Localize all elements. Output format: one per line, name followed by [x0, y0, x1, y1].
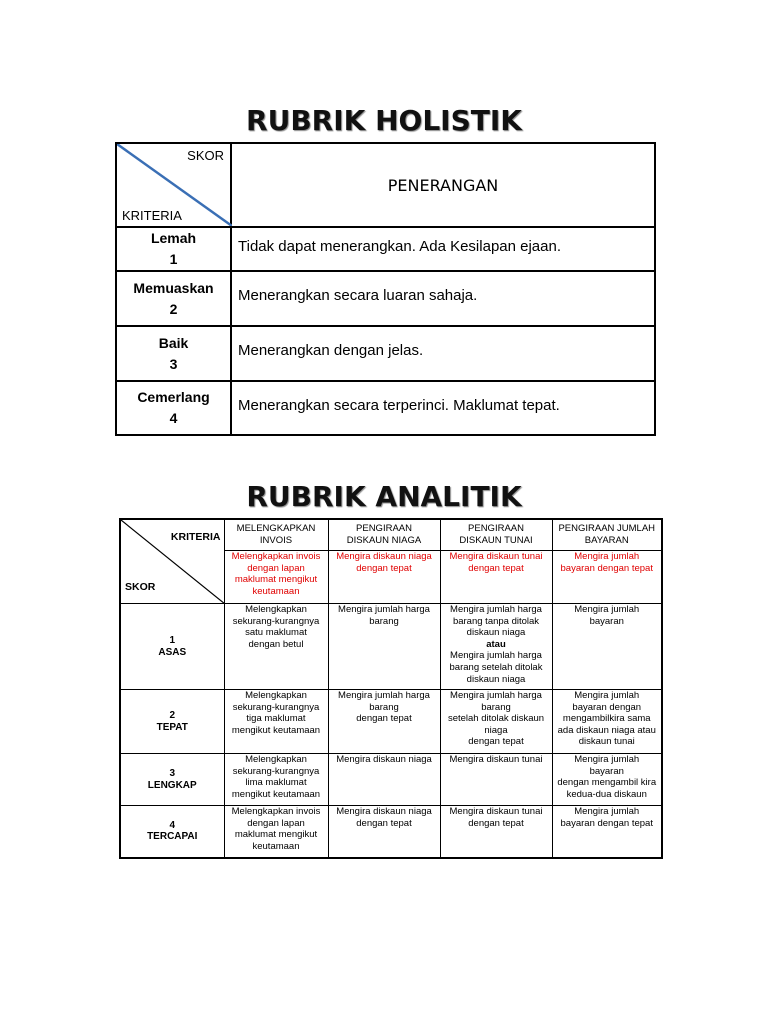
- score-level-cell: 4 TERCAPAI: [120, 806, 224, 858]
- holistic-header-kriteria: KRITERIA: [122, 208, 182, 223]
- holistic-header-row: [116, 143, 655, 227]
- criteria-header: PENGIRAAN DISKAUN NIAGA: [328, 519, 440, 551]
- holistic-level-cell: Cemerlang 4: [116, 381, 231, 435]
- analytic-score-row: [120, 690, 662, 754]
- holistic-row: [116, 381, 655, 435]
- criteria-description: Melengkapkan invois dengan lapan maklumat mengikut keutamaan: [224, 551, 328, 604]
- holistic-row: [116, 271, 655, 326]
- holistic-corner-cell: [116, 143, 231, 227]
- holistic-description-cell: Menerangkan secara luaran sahaja.: [231, 271, 655, 326]
- rubric-cell: Mengira jumlah harga barang: [328, 604, 440, 690]
- holistic-rubric-table: [115, 142, 656, 436]
- rubric-cell: Melengkapkan invois dengan lapan maklumat mengikut keutamaan: [224, 806, 328, 858]
- criteria-header: MELENGKAPKAN INVOIS: [224, 519, 328, 551]
- holistic-level-cell: Baik 3: [116, 326, 231, 381]
- criteria-header: PENGIRAAN DISKAUN TUNAI: [440, 519, 552, 551]
- rubric-cell: Mengira diskaun tunai dengan tepat: [440, 806, 552, 858]
- analytic-title: RUBRIK ANALITIK: [246, 480, 522, 513]
- criteria-description: Mengira diskaun tunai dengan tepat: [440, 551, 552, 604]
- analytic-score-row: [120, 604, 662, 690]
- analytic-score-row: [120, 754, 662, 806]
- analytic-score-row: [120, 806, 662, 858]
- holistic-header-skor: SKOR: [187, 148, 224, 163]
- rubric-cell: Melengkapkan sekurang-kurangnya tiga maklumat mengikut keutamaan: [224, 690, 328, 754]
- rubric-cell: Mengira diskaun niaga: [328, 754, 440, 806]
- analytic-header-skor: SKOR: [125, 581, 156, 593]
- score-level-cell: 3 LENGKAP: [120, 754, 224, 806]
- analytic-header-kriteria: KRITERIA: [170, 531, 221, 543]
- criteria-header: PENGIRAAN JUMLAH BAYARAN: [552, 519, 662, 551]
- rubric-cell: Mengira diskaun tunai: [440, 754, 552, 806]
- rubric-cell: Mengira jumlah bayaran dengan tepat: [552, 806, 662, 858]
- holistic-row: [116, 227, 655, 271]
- analytic-corner-cell: [120, 519, 224, 604]
- rubric-cell: Melengkapkan sekurang-kurangnya satu maklumat dengan betul: [224, 604, 328, 690]
- rubric-cell: Mengira diskaun niaga dengan tepat: [328, 806, 440, 858]
- rubric-cell: Mengira jumlah harga barang tanpa ditolak diskaun niaga atau Mengira jumlah harga barang setelah ditolak diskaun niaga: [440, 604, 552, 690]
- holistic-description-cell: Tidak dapat menerangkan. Ada Kesilapan ejaan.: [231, 227, 655, 271]
- holistic-row: [116, 326, 655, 381]
- rubric-cell: Mengira jumlah harga barang setelah ditolak diskaun niaga dengan tepat: [440, 690, 552, 754]
- analytic-criteria-row: [120, 519, 662, 551]
- rubric-cell: Mengira jumlah bayaran dengan mengambil kira kedua-dua diskaun: [552, 754, 662, 806]
- rubric-cell: Mengira jumlah bayaran: [552, 604, 662, 690]
- holistic-level-cell: Memuaskan 2: [116, 271, 231, 326]
- criteria-description: Mengira diskaun niaga dengan tepat: [328, 551, 440, 604]
- holistic-title: RUBRIK HOLISTIK: [246, 104, 522, 137]
- criteria-description: Mengira jumlah bayaran dengan tepat: [552, 551, 662, 604]
- holistic-description-cell: Menerangkan secara terperinci. Maklumat tepat.: [231, 381, 655, 435]
- holistic-level-cell: Lemah 1: [116, 227, 231, 271]
- analytic-rubric-table: [119, 518, 663, 859]
- score-level-cell: 2 TEPAT: [120, 690, 224, 754]
- holistic-description-cell: Menerangkan dengan jelas.: [231, 326, 655, 381]
- score-level-cell: 1 ASAS: [120, 604, 224, 690]
- holistic-header-description: PENERANGAN: [231, 143, 655, 227]
- rubric-cell: Mengira jumlah harga barang dengan tepat: [328, 690, 440, 754]
- rubric-cell: Melengkapkan sekurang-kurangnya lima maklumat mengikut keutamaan: [224, 754, 328, 806]
- rubric-cell: Mengira jumlah bayaran dengan mengambilkira sama ada diskaun niaga atau diskaun tunai: [552, 690, 662, 754]
